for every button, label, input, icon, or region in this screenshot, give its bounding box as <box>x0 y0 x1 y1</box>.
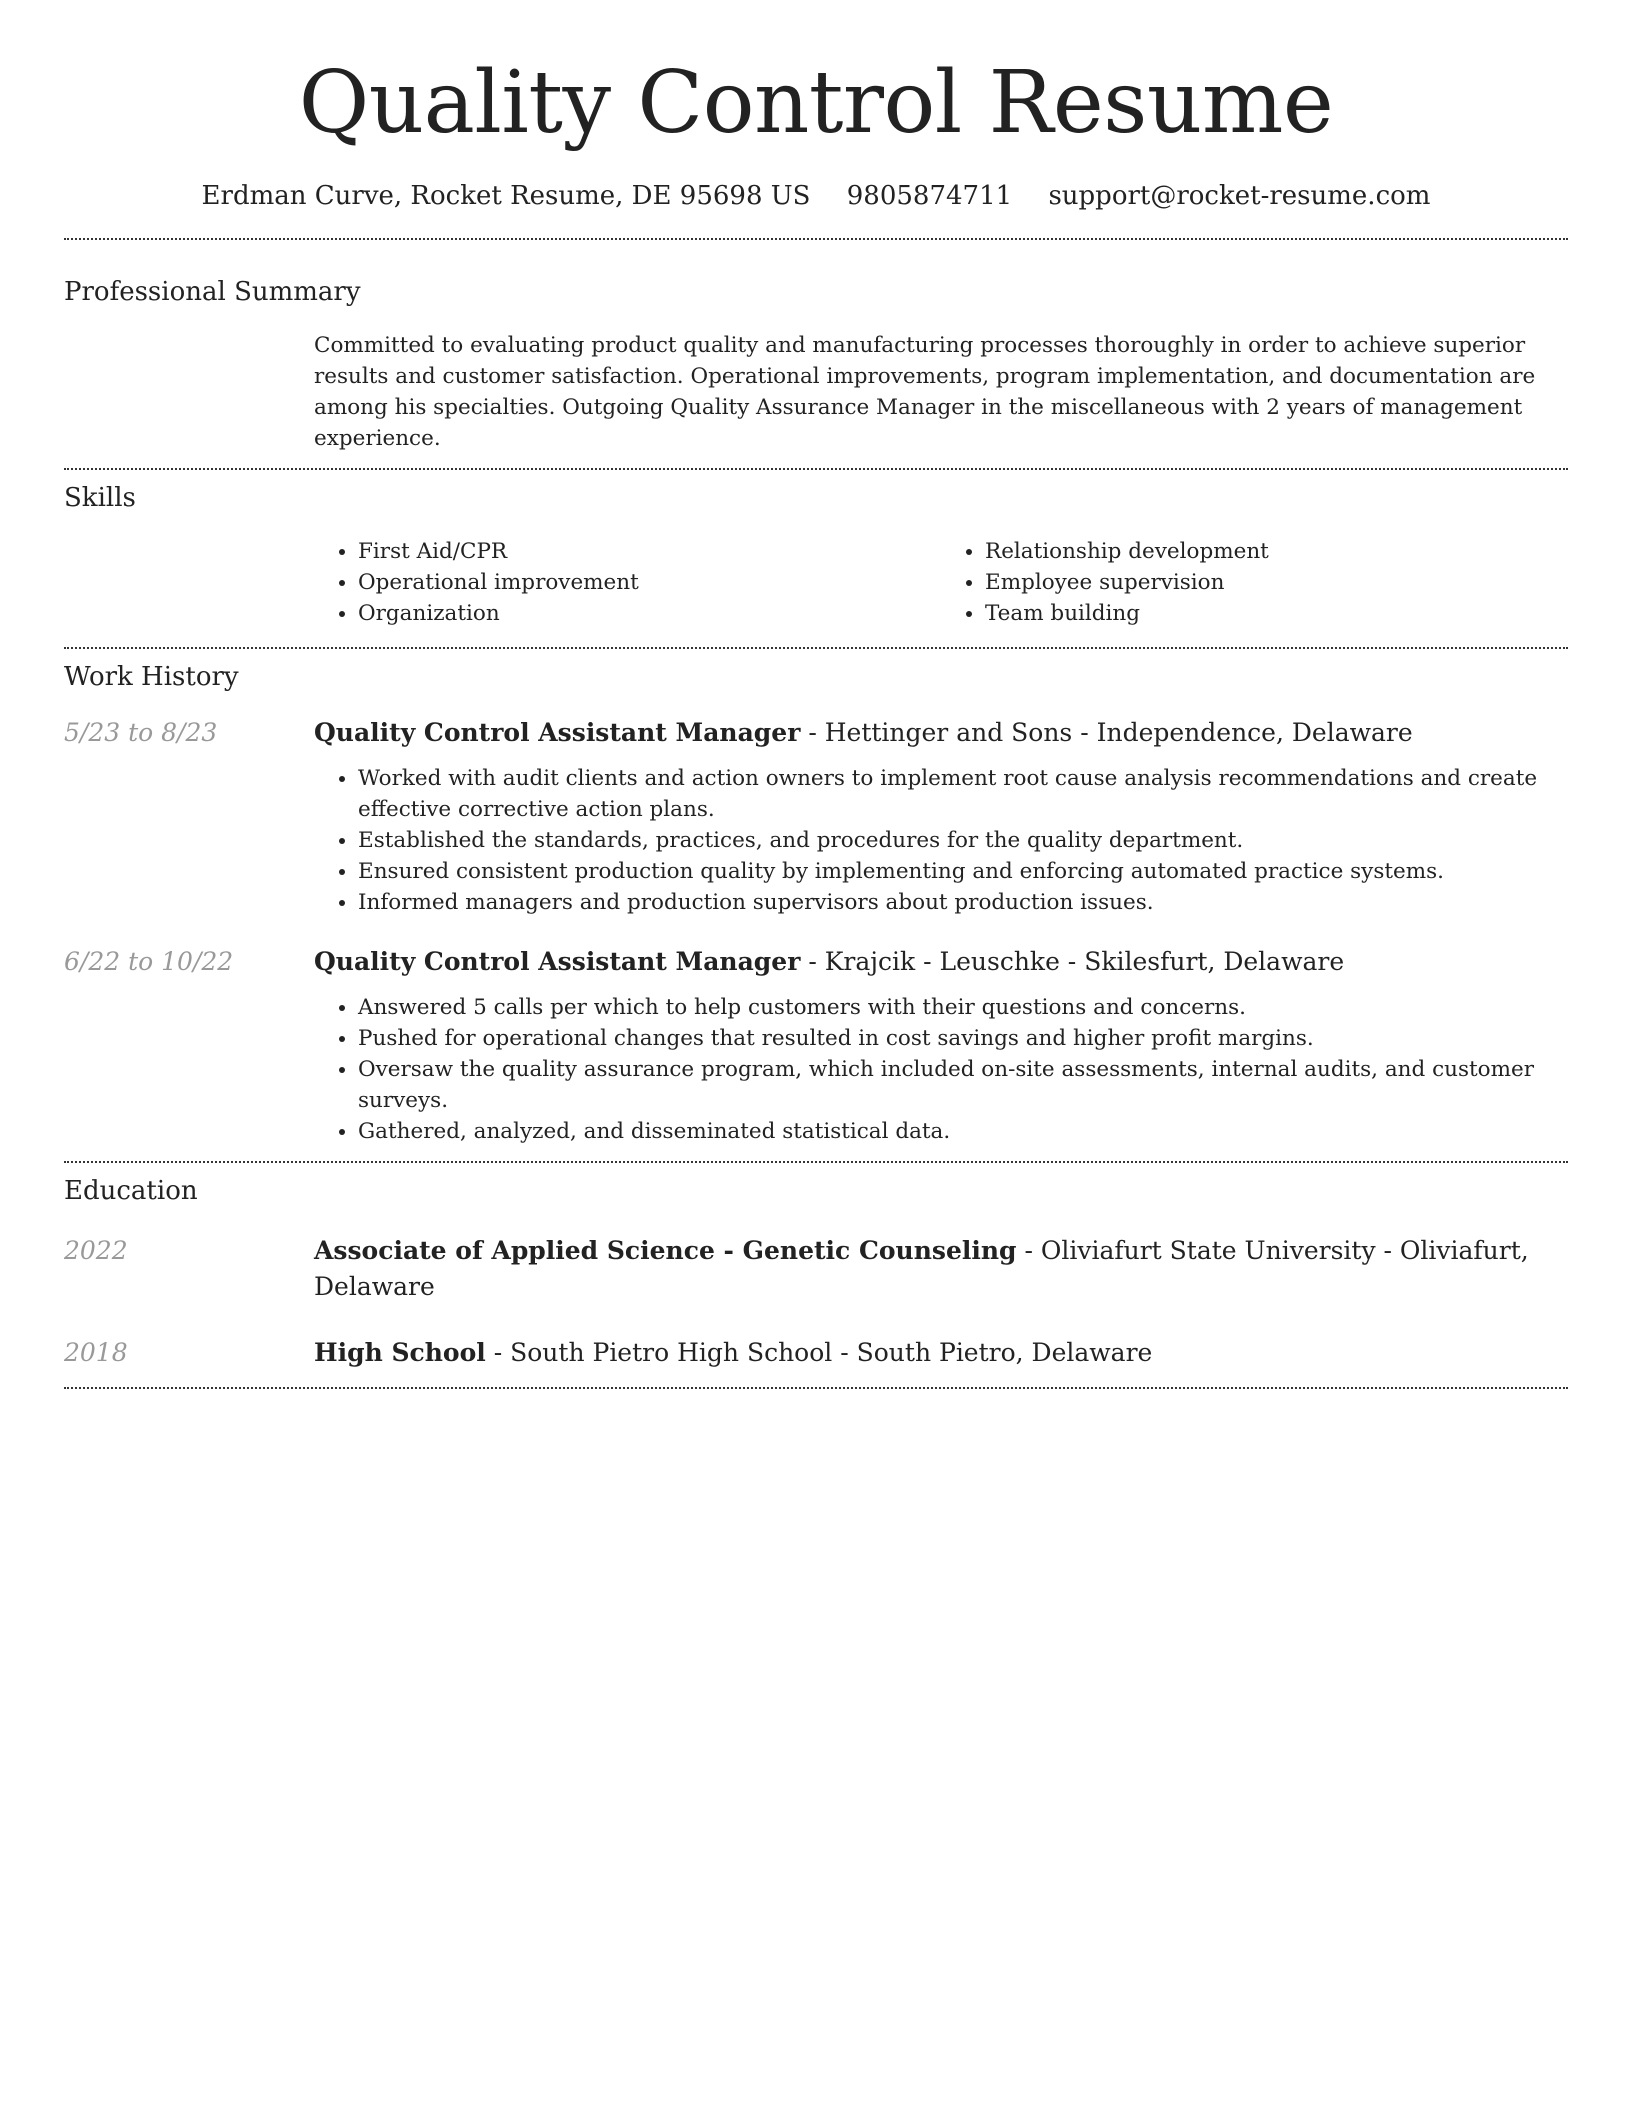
job-heading <box>314 715 1568 751</box>
list-item: • Answered 5 calls per which to help customers with their questions and concerns. <box>358 992 1568 1023</box>
skills-list-left <box>314 536 941 629</box>
contact-line <box>64 176 1568 216</box>
skills-list-right <box>941 536 1568 629</box>
job-entry <box>64 944 1568 1147</box>
list-item: • Ensured consistent production quality by implementing and enforcing automated practice systems. <box>358 856 1568 887</box>
contact-phone: 9805874711 <box>846 181 1013 211</box>
list-item: • Team building <box>985 598 1568 629</box>
job-details: - Hettinger and Sons - Independence, Delaware <box>800 718 1413 747</box>
divider <box>64 1387 1568 1389</box>
education-heading <box>314 1233 1568 1305</box>
job-heading <box>314 944 1568 980</box>
education-title: Education <box>64 1176 198 1206</box>
education-section <box>64 1163 1568 1387</box>
job-role: Quality Control Assistant Manager <box>314 947 801 976</box>
job-bullets <box>314 992 1568 1147</box>
list-item: • First Aid/CPR <box>358 536 941 567</box>
list-item: • Established the standards, practices, and procedures for the quality department. <box>358 825 1568 856</box>
work-section <box>64 649 1568 1161</box>
education-details: - Oliviafurt State University - Oliviafurt, Delaware <box>314 1236 1529 1301</box>
list-item: • Worked with audit clients and action owners to implement root cause analysis recommendations and create effective corrective action plans. <box>358 763 1568 825</box>
list-item: • Oversaw the quality assurance program, which included on-site assessments, internal audits, and customer surveys. <box>358 1054 1568 1116</box>
resume-page <box>64 0 1568 1389</box>
list-item: • Operational improvement <box>358 567 941 598</box>
education-entry <box>64 1335 1568 1371</box>
list-item: • Informed managers and production supervisors about production issues. <box>358 887 1568 918</box>
contact-email: support@rocket-resume.com <box>1048 181 1431 211</box>
job-dates: 6/22 to 10/22 <box>64 947 234 976</box>
list-item: • Gathered, analyzed, and disseminated statistical data. <box>358 1116 1568 1147</box>
work-title: Work History <box>64 662 239 692</box>
education-entry <box>64 1233 1568 1305</box>
education-year: 2018 <box>64 1338 128 1367</box>
summary-title: Professional Summary <box>64 277 361 307</box>
job-role: Quality Control Assistant Manager <box>314 718 801 747</box>
list-item: • Organization <box>358 598 941 629</box>
job-bullets <box>314 763 1568 918</box>
contact-address: Erdman Curve, Rocket Resume, DE 95698 US <box>201 181 811 211</box>
list-item: • Employee supervision <box>985 567 1568 598</box>
skills-section <box>64 470 1568 647</box>
summary-spacer <box>64 330 314 454</box>
education-heading <box>314 1335 1568 1371</box>
job-entry <box>64 715 1568 918</box>
skills-title: Skills <box>64 483 136 513</box>
skills-spacer <box>64 536 314 629</box>
job-details: - Krajcik - Leuschke - Skilesfurt, Delaware <box>800 947 1345 976</box>
list-item: • Relationship development <box>985 536 1568 567</box>
education-degree: High School <box>314 1338 486 1367</box>
education-year: 2022 <box>64 1236 128 1265</box>
education-details: - South Pietro High School - South Pietro, Delaware <box>485 1338 1153 1367</box>
job-dates: 5/23 to 8/23 <box>64 718 218 747</box>
summary-text: Committed to evaluating product quality and manufacturing processes thoroughly in order to achieve superior results and customer satisfaction. Operational improvements, program implementation, and documentation are among his specialties. Outgoing Quality Assurance Manager in the miscellaneous with 2 years of management experience. <box>314 333 1536 451</box>
summary-section <box>64 240 1568 468</box>
education-degree: Associate of Applied Science - Genetic Counseling <box>314 1236 1017 1265</box>
list-item: • Pushed for operational changes that resulted in cost savings and higher profit margins. <box>358 1023 1568 1054</box>
resume-title: Quality Control Resume <box>298 53 1334 153</box>
